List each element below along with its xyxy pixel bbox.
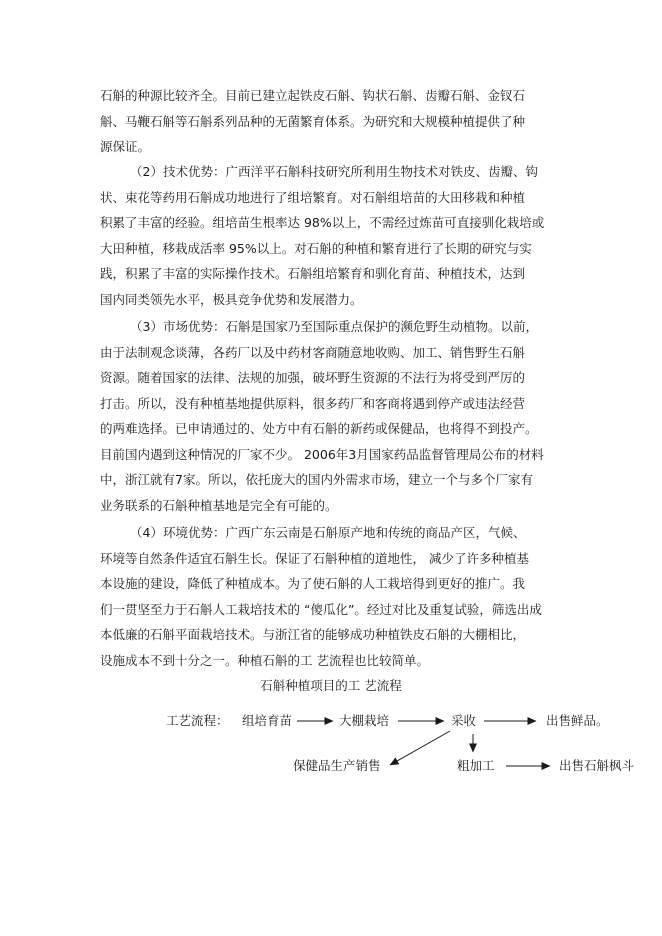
flow-step-sell-fengdou: 出售石斛枫斗 (559, 758, 635, 773)
text-line: 源保证。 (100, 139, 151, 154)
text-line: 中，浙江就有7家。所以，依托庞大的国内外需求市场，建立一个与多个厂家有 (100, 472, 533, 487)
text-line: 积累了丰富的经验。组培苗生根率达 98%以上，不需经过炼苗可直接驯化栽培或 (100, 215, 545, 230)
paragraph-environment-advantage (100, 520, 568, 673)
flow-step-tissue-culture: 组培育苗 (242, 713, 293, 728)
text-line: 本设施的建设，降低了种植成本。为了使石斛的人工栽培得到更好的推广。我 (100, 576, 526, 591)
text-line: （2）技术优势：广西洋平石斛科技研究所利用生物技术对铁皮、齿瓣、钩 (130, 164, 538, 179)
text-line: 目前国内遇到这种情况的厂家不少。 2006年3月国家药品监督管理局公布的材料 (100, 446, 544, 462)
text-line: 们一贯坚至力于石斛人工栽培技术的 “傻瓜化”。经过对比及重复试验，筛选出成 (100, 601, 542, 617)
flow-step-harvest: 采收 (451, 713, 477, 728)
text-line: 业务联系的石斛种植基地是完全有可能的。 (100, 497, 338, 513)
flow-step-greenhouse: 大棚栽培 (339, 713, 390, 728)
text-line: 环境等自然条件适宜石斛生长。保证了石斛种植的道地性， 减少了许多种植基 (100, 550, 529, 566)
paragraph-technology-advantage (100, 159, 568, 338)
flow-label: 工艺流程： (166, 713, 229, 728)
flow-title: 石斛种植项目的工 艺流程 (260, 678, 402, 693)
text-line: 资源。随着国家的法律、法规的加强，破坏野生资源的不法行为将受到严厉的 (100, 370, 526, 385)
text-line: 大田种植，移栽成活率 95%以上。对石斛的种植和繁育进行了长期的研究与实 (100, 240, 532, 256)
paragraph-1 (100, 83, 568, 160)
text-line: 石斛的种源比较齐全。目前已建立起铁皮石斛、钩状石斛、齿瓣石斛、金钗石 (100, 88, 526, 103)
flow-step-health-products: 保健品生产销售 (293, 758, 381, 773)
arrow-harvest-to-health (390, 731, 450, 765)
text-line: 打击。所以，没有种植基地提供原料，很多药厂和客商将遇到停产或违法经营 (100, 395, 526, 411)
text-line: （4）环境优势：广西广东云南是石斛原产地和传统的商品产区，气候、 (130, 525, 526, 540)
flow-step-sell-fresh: 出售鲜品。 (546, 713, 609, 728)
text-line: 践，积累了丰富的实际操作技术。石斛组培繁育和驯化育苗、种植技术，达到 (100, 266, 526, 281)
paragraph-market-advantage (100, 314, 568, 518)
text-line: 由于法制观念谈薄，各药厂以及中药材客商随意地收购、加工、销售野生石斛 (100, 344, 526, 360)
text-line: 状、束花等药用石斛成功地进行了组培繁育。对石斛组培苗的大田移栽和种植 (100, 189, 526, 205)
text-line: 本低廉的石斛平面栽培技术。与浙江省的能够成功种植铁皮石斛的大棚相比， (100, 627, 526, 642)
text-line: 的两难选择。已申请通过的、处方中有石斛的新药或保健品，也将得不到投产。 (100, 421, 538, 436)
text-line: 国内同类领先水平，极具竞争优势和发展潜力。 (100, 291, 363, 307)
text-line: （3）市场优势：石斛是国家乃至国际重点保护的濒危野生动植物。以前， (130, 319, 538, 334)
text-line: 斛、马鞭石斛等石斛系列品种的无菌繁育体系。为研究和大规模种植提供了种 (100, 113, 526, 129)
text-line: 设施成本不到十分之一。种植石斛的工 艺流程也比较简单。 (100, 652, 429, 668)
flow-step-processing: 粗加工 (457, 758, 495, 773)
